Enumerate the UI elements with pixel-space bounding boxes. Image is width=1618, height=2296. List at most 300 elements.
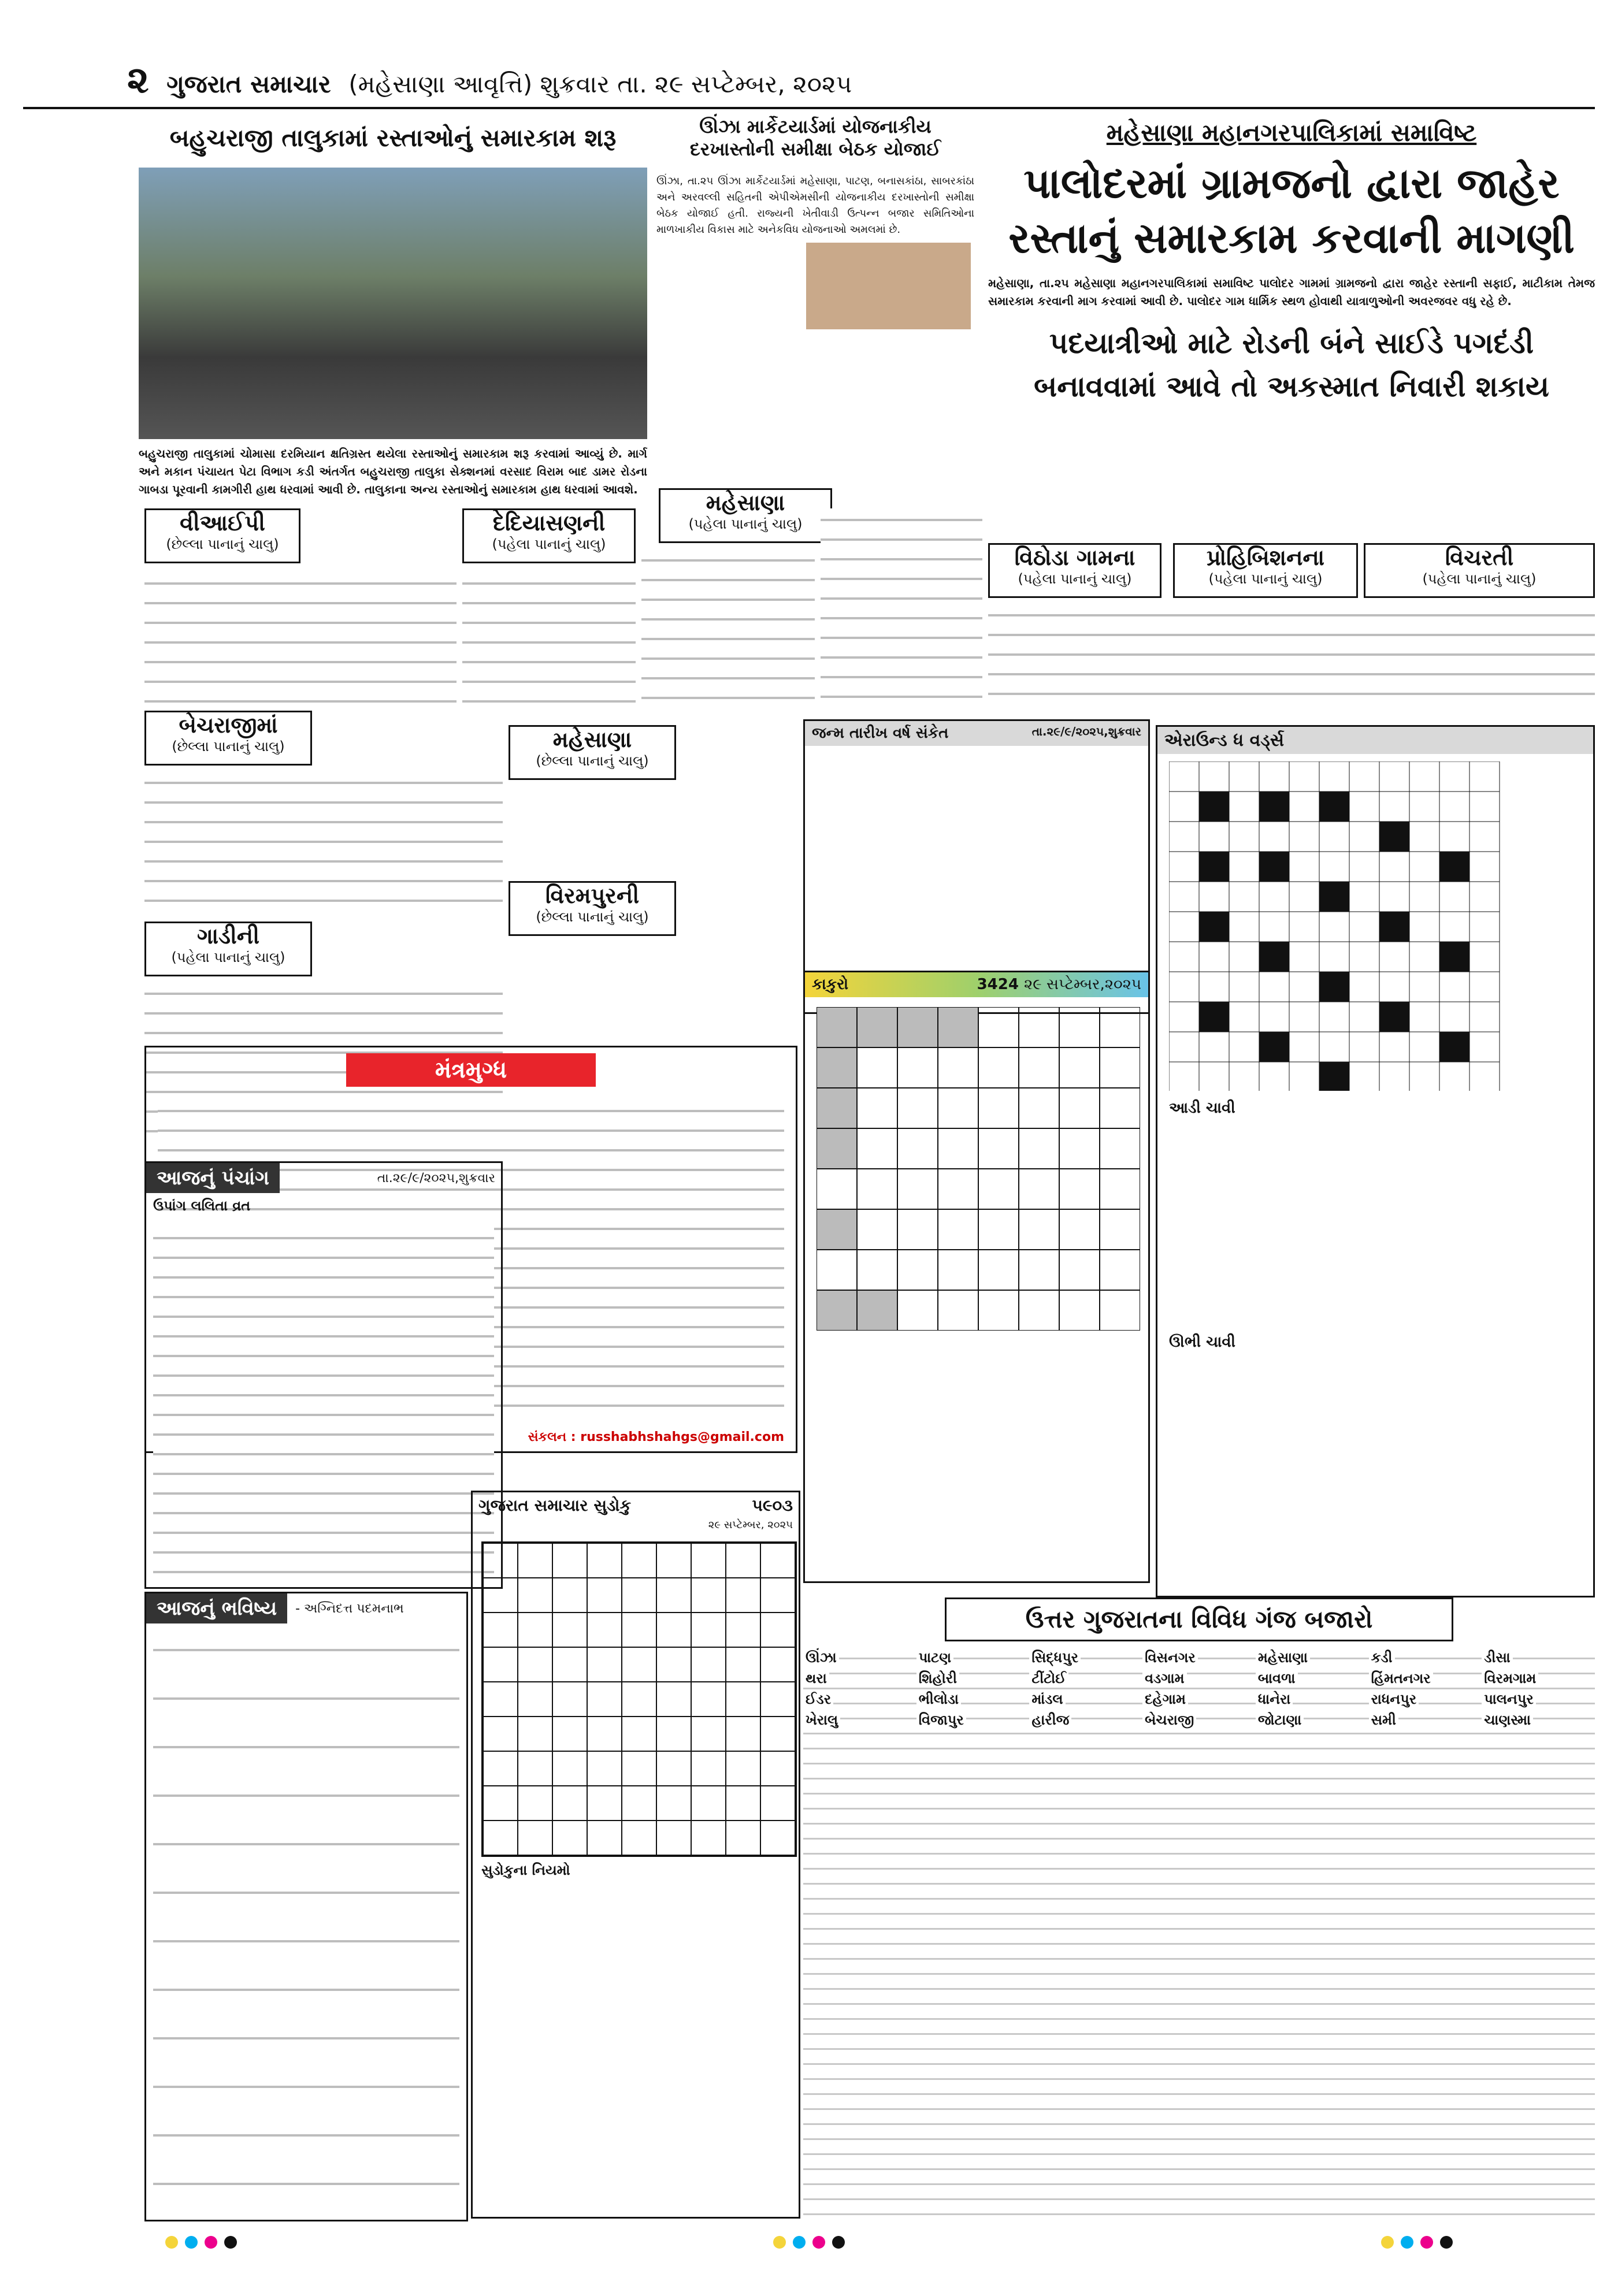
sudoku-cell <box>518 1751 552 1786</box>
crossword-cell <box>1319 761 1349 792</box>
sudoku-date: ૨૯ સપ્ટેમ્બર, ૨૦૨૫ <box>708 1519 793 1531</box>
sudoku-cell <box>587 1751 622 1786</box>
sudoku-cell <box>760 1543 795 1578</box>
panchang-text <box>153 1227 494 1581</box>
sudoku-cell <box>726 1613 760 1647</box>
crossword-cell <box>1289 822 1319 852</box>
sudoku-cell <box>587 1613 622 1647</box>
birthday-title: જન્મ તારીખ વર્ષ સંકેત <box>812 725 949 742</box>
col-prohibition <box>1173 543 1358 598</box>
kakuro-cell <box>817 1128 857 1169</box>
text-block <box>144 771 503 916</box>
sudoku-cell <box>726 1543 760 1578</box>
palodar-body: મહેસાણા, તા.૨૫ મહેસાણા મહાનગરપાલિકામાં સમાવિષ્ટ પાલોદર ગામમાં ગ્રામજનો દ્વારા જાહેર રસ્તાની સફાઈ, માટીકામ તેમજ સમારકામ કરવાની માગ કરવામાં આવી છે. પાલોદર ગામ ધાર્મિક સ્થળ હોવાથી યાત્રાળુઓની અવરજવર વધુ રહે છે. <box>988 276 1595 308</box>
crossword-cell <box>1229 761 1259 792</box>
palodar-title-1: પાલોદરમાં ગ્રામજનો દ્વારા જાહેર <box>1023 159 1560 207</box>
kakuro-cell <box>817 1250 857 1290</box>
panchang-box <box>144 1161 503 1589</box>
col-becharaji-sub: (છેલ્લા પાનાનું ચાલુ) <box>172 738 285 755</box>
sudoku-cell <box>552 1786 587 1821</box>
sudoku-cell <box>483 1821 518 1855</box>
crossword-cell <box>1349 882 1379 912</box>
sudoku-cell <box>622 1751 656 1786</box>
crossword-block <box>1319 972 1349 1002</box>
crossword-block <box>1379 912 1409 942</box>
crossword-cell <box>1229 942 1259 972</box>
crossword-cell <box>1229 822 1259 852</box>
col-vithoda-title: વિઠોડા ગામના <box>1014 545 1135 570</box>
crossword-cell <box>1409 882 1439 912</box>
panchang-first: ઉપાંગ લલિતા વ્રત <box>153 1198 251 1214</box>
crossword-cell <box>1349 761 1379 792</box>
crossword-cell <box>1349 942 1379 972</box>
crossword-cell <box>1379 942 1409 972</box>
crossword-cell <box>1409 852 1439 882</box>
crossword-cell <box>1169 972 1199 1002</box>
sudoku-cell <box>760 1717 795 1751</box>
birthday-box <box>803 719 1150 1014</box>
crossword-cell <box>1349 912 1379 942</box>
market-town: ડીસા <box>1482 1649 1512 1666</box>
kakuro-cell <box>817 1209 857 1250</box>
unjha-title: ઊંઝા માર્કેટયાર્ડમાં યોજનાકીય દરખાસ્તોની સમીક્ષા બેઠક યોજાઈ <box>689 116 941 160</box>
crossword-cell <box>1379 1032 1409 1062</box>
col-dediyasan-title: દેદિયાસણની <box>492 510 606 536</box>
crossword-cell <box>1289 912 1319 942</box>
down-heading: ઊભી ચાવી <box>1169 1333 1235 1351</box>
sudoku-cell <box>691 1717 726 1751</box>
kakuro-cell <box>897 1250 938 1290</box>
kakuro-cell <box>1019 1290 1059 1331</box>
masthead <box>127 59 852 102</box>
kakuro-cell <box>857 1250 897 1290</box>
kakuro-cell <box>1059 1290 1100 1331</box>
crossword-cell <box>1439 972 1469 1002</box>
sudoku-cell <box>552 1682 587 1717</box>
kakuro-number: 3424 <box>977 976 1019 993</box>
palodar-kicker: મહેસાણા મહાનગરપાલિકામાં સમાવિષ્ટ <box>1106 118 1477 147</box>
crossword-cell <box>1259 912 1289 942</box>
col-gadi-title: ગાડીની <box>197 923 259 949</box>
kakuro-cell <box>938 1047 978 1088</box>
crossword-cell <box>1379 972 1409 1002</box>
kakuro-cell <box>817 1290 857 1331</box>
crossword-cell <box>1319 942 1349 972</box>
col-viramgam <box>509 881 676 936</box>
crossword-cell <box>1439 882 1469 912</box>
col-gadi-sub: (પહેલા પાનાનું ચાલુ) <box>171 949 285 965</box>
kakuro-date: ૨૯ સપ્ટેમ્બર,૨૦૨૫ <box>1024 976 1141 993</box>
crossword-block <box>1319 882 1349 912</box>
crossword-cell <box>1409 1032 1439 1062</box>
sudoku-cell <box>587 1578 622 1613</box>
crossword-block <box>1379 1002 1409 1032</box>
market-town: ભીલોડા <box>916 1691 961 1707</box>
market-town: માંડલ <box>1029 1691 1065 1707</box>
market-town: શિહોરી <box>916 1670 959 1686</box>
crossword-cell <box>1169 1062 1199 1091</box>
crossword-cell <box>1349 792 1379 822</box>
bahucharaji-caption: બહુચરાજી તાલુકામાં ચોમાસા દરમિયાન ક્ષતિગ્રસ્ત થયેલા રસ્તાઓનું સમારકામ શરૂ કરવામાં આવ્યું છે. માર્ગ અને મકાન પંચાયત પેટા વિભાગ કડી અંતર્ગત બહુચરાજી તાલુકા સેક્શનમાં વરસાદ વિરામ બાદ ડામર રોડના ગાબડા પૂરવાની કામગીરી હાથ ધરવામાં આવી છે. તાલુકાના અન્ય રસ્તાઓનું સમારકામ હાથ ધરવામાં આવશે. <box>139 447 647 496</box>
crossword-block <box>1259 792 1289 822</box>
kakuro-cell <box>938 1209 978 1250</box>
kakuro-cell <box>1019 1209 1059 1250</box>
crossword-cell <box>1439 822 1469 852</box>
crossword-block <box>1199 1002 1229 1032</box>
crossword-cell <box>1319 822 1349 852</box>
bhavishya-text <box>153 1634 459 2214</box>
kakuro-cell <box>857 1209 897 1250</box>
kakuro-cell <box>1019 1128 1059 1169</box>
market-town: પાલનપુર <box>1482 1691 1535 1707</box>
crossword-cell <box>1259 1062 1289 1091</box>
sudoku-cell <box>726 1821 760 1855</box>
market-towns <box>803 1649 1595 2221</box>
sudoku-cell <box>656 1821 691 1855</box>
crossword-cell <box>1349 822 1379 852</box>
crossword-box <box>1156 725 1595 1597</box>
market-town: હિંમતનગર <box>1369 1670 1433 1686</box>
crossword-cell <box>1409 822 1439 852</box>
sudoku-cell <box>726 1751 760 1786</box>
sudoku-cell <box>622 1613 656 1647</box>
kakuro-cell <box>1100 1047 1140 1088</box>
sudoku-cell <box>691 1647 726 1682</box>
kakuro-cell <box>857 1169 897 1209</box>
sudoku-cell <box>518 1647 552 1682</box>
sudoku-cell <box>483 1613 518 1647</box>
print-registration <box>162 2236 1456 2253</box>
kakuro-cell <box>1059 1169 1100 1209</box>
col-prohibition-title: પ્રોહિબિશનના <box>1206 545 1325 570</box>
sudoku-cell <box>518 1578 552 1613</box>
sudoku-cell <box>726 1682 760 1717</box>
crossword-cell <box>1439 792 1469 822</box>
sudoku-cell <box>691 1543 726 1578</box>
crossword-cell <box>1289 972 1319 1002</box>
kakuro-cell <box>938 1128 978 1169</box>
crossword-cell <box>1259 822 1289 852</box>
crossword-cell <box>1289 882 1319 912</box>
crossword-cell <box>1409 912 1439 942</box>
kakuro-cell <box>978 1007 1019 1047</box>
sudoku-cell <box>691 1613 726 1647</box>
crossword-cell <box>1439 1062 1469 1091</box>
crossword-cell <box>1379 1062 1409 1091</box>
market-town: ટીંટોઈ <box>1029 1670 1068 1686</box>
kakuro-cell <box>978 1169 1019 1209</box>
sudoku-cell <box>552 1821 587 1855</box>
sudoku-cell <box>760 1821 795 1855</box>
crossword-block <box>1199 792 1229 822</box>
market-town: વિજાપુર <box>916 1712 966 1728</box>
crossword-cell <box>1169 1032 1199 1062</box>
market-town: પાટણ <box>916 1649 953 1666</box>
crossword-cell <box>1469 852 1500 882</box>
kakuro-cell <box>857 1290 897 1331</box>
kakuro-cell <box>817 1169 857 1209</box>
panchang-date: તા.૨૯/૯/૨૦૨૫,શુક્રવાર <box>377 1171 495 1186</box>
kakuro-cell <box>938 1088 978 1128</box>
col-mahesana-2 <box>509 725 676 780</box>
sudoku-cell <box>587 1543 622 1578</box>
crossword-cell <box>1319 912 1349 942</box>
col-becharaji <box>144 711 312 766</box>
crossword-block <box>1259 942 1289 972</box>
market-town: ઊંઝા <box>803 1649 839 1666</box>
crossword-cell <box>1289 852 1319 882</box>
sudoku-cell <box>656 1682 691 1717</box>
crossword-cell <box>1469 972 1500 1002</box>
market-town: ઈડર <box>803 1691 833 1707</box>
sudoku-cell <box>587 1682 622 1717</box>
kakuro-box <box>803 971 1150 1583</box>
text-block <box>821 508 982 705</box>
kakuro-cell <box>1059 1209 1100 1250</box>
kakuro-cell <box>978 1250 1019 1290</box>
kakuro-cell <box>1059 1128 1100 1169</box>
sudoku-cell <box>483 1717 518 1751</box>
kakuro-cell <box>1100 1007 1140 1047</box>
crossword-block <box>1199 912 1229 942</box>
crossword-cell <box>1469 822 1500 852</box>
crossword-cell <box>1469 912 1500 942</box>
sudoku-cell <box>622 1821 656 1855</box>
sudoku-title: ગુજરાત સમાચાર સુડોકુ <box>478 1496 632 1515</box>
sudoku-cell <box>656 1751 691 1786</box>
crossword-cell <box>1409 792 1439 822</box>
crossword-cell <box>1409 1002 1439 1032</box>
crossword-cell <box>1199 1062 1229 1091</box>
sudoku-cell <box>691 1821 726 1855</box>
sudoku-cell <box>760 1613 795 1647</box>
col-vip <box>144 508 300 563</box>
crossword-cell <box>1349 1032 1379 1062</box>
sudoku-cell <box>587 1786 622 1821</box>
crossword-cell <box>1229 1032 1259 1062</box>
col-viramgam-sub: (છેલ્લા પાનાનું ચાલુ) <box>536 909 649 925</box>
bhavishya-title: આજનું ભવિષ્ય <box>146 1593 287 1623</box>
kakuro-cell <box>1100 1290 1140 1331</box>
crossword-block <box>1199 852 1229 882</box>
crossword-cell <box>1409 972 1439 1002</box>
kakuro-cell <box>1059 1047 1100 1088</box>
sudoku-cell <box>622 1717 656 1751</box>
kakuro-cell <box>978 1047 1019 1088</box>
col-vip-title: વીઆઈપી <box>180 510 265 536</box>
paper-name: ગુજરાત સમાચાર <box>166 70 331 98</box>
sudoku-cell <box>483 1786 518 1821</box>
text-block <box>641 549 815 716</box>
sudoku-cell <box>518 1543 552 1578</box>
market-town: બેચરાજી <box>1142 1712 1196 1728</box>
sudoku-cell <box>552 1751 587 1786</box>
crossword-cell <box>1289 1002 1319 1032</box>
crossword-cell <box>1229 792 1259 822</box>
kakuro-cell <box>817 1047 857 1088</box>
sudoku-cell <box>483 1751 518 1786</box>
bahucharaji-title: બહુચરાજી તાલુકામાં રસ્તાઓનું સમારકામ શરૂ <box>169 124 617 152</box>
bhavishya-box <box>144 1592 468 2221</box>
sudoku-cell <box>552 1578 587 1613</box>
sudoku-cell <box>518 1717 552 1751</box>
bhavishya-author: - અગ્નિદત્ત પદમનાભ <box>295 1601 404 1616</box>
kakuro-cell <box>1100 1128 1140 1169</box>
kakuro-cell <box>1100 1169 1140 1209</box>
sudoku-cell <box>656 1786 691 1821</box>
kakuro-cell <box>1100 1209 1140 1250</box>
sudoku-cell <box>587 1821 622 1855</box>
sudoku-cell <box>726 1578 760 1613</box>
crossword-cell <box>1199 822 1229 852</box>
kakuro-cell <box>1019 1007 1059 1047</box>
crossword-cell <box>1199 972 1229 1002</box>
market-town: ચાણસ્મા <box>1482 1712 1533 1728</box>
sudoku-grid <box>481 1541 797 1857</box>
kakuro-cell <box>897 1290 938 1331</box>
crossword-cell <box>1289 761 1319 792</box>
crossword-cell <box>1229 852 1259 882</box>
kakuro-cell <box>897 1047 938 1088</box>
kakuro-cell <box>857 1128 897 1169</box>
sudoku-cell <box>552 1613 587 1647</box>
market-town: વિસનગર <box>1142 1649 1198 1666</box>
sudoku-cell <box>587 1717 622 1751</box>
col-vithoda-sub: (પહેલા પાનાનું ચાલુ) <box>1018 571 1132 587</box>
crossword-cell <box>1379 792 1409 822</box>
sudoku-rules-title: સુડોકુના નિયમો <box>481 1862 570 1878</box>
sudoku-cell <box>622 1647 656 1682</box>
sudoku-cell <box>518 1821 552 1855</box>
crossword-cell <box>1169 852 1199 882</box>
crossword-cell <box>1229 912 1259 942</box>
kakuro-cell <box>1019 1047 1059 1088</box>
across-heading: આડી ચાવી <box>1169 1099 1235 1117</box>
sudoku-cell <box>656 1717 691 1751</box>
col-mahesana-1-title: મહેસાણા <box>706 490 785 515</box>
crossword-cell <box>1439 1002 1469 1032</box>
crossword-cell <box>1289 942 1319 972</box>
kakuro-cell <box>1059 1250 1100 1290</box>
sudoku-cell <box>622 1786 656 1821</box>
market-town: હારીજ <box>1029 1712 1071 1728</box>
text-block <box>988 604 1595 708</box>
crossword-cell <box>1469 792 1500 822</box>
sudoku-cell <box>587 1647 622 1682</box>
kakuro-cell <box>857 1007 897 1047</box>
col-vichrati-sub: (પહેલા પાનાનું ચાલુ) <box>1422 571 1537 587</box>
palodar-title-4: બનાવવામાં આવે તો અકસ્માત નિવારી શકાય <box>1034 370 1549 403</box>
crossword-grid <box>1169 761 1527 1091</box>
col-mahesana-1-sub: (પહેલા પાનાનું ચાલુ) <box>688 516 803 532</box>
sudoku-cell <box>552 1543 587 1578</box>
crossword-block <box>1259 1032 1289 1062</box>
crossword-cell <box>1259 761 1289 792</box>
mantra-sender: સંકલન : russhabhshahgs@gmail.com <box>528 1430 784 1444</box>
crossword-cell <box>1469 1062 1500 1091</box>
kakuro-cell <box>1059 1007 1100 1047</box>
kakuro-cell <box>1100 1088 1140 1128</box>
crossword-cell <box>1229 1002 1259 1032</box>
sudoku-cell <box>691 1682 726 1717</box>
sudoku-cell <box>483 1682 518 1717</box>
market-town: વડગામ <box>1142 1670 1186 1686</box>
sudoku-cell <box>760 1751 795 1786</box>
col-vithoda <box>988 543 1161 598</box>
kakuro-cell <box>1019 1088 1059 1128</box>
market-town: સિદ્ધપુર <box>1029 1649 1081 1666</box>
crossword-block <box>1439 852 1469 882</box>
kakuro-cell <box>897 1088 938 1128</box>
sudoku-cell <box>483 1647 518 1682</box>
kakuro-cell <box>1019 1169 1059 1209</box>
col-vichrati <box>1364 543 1595 598</box>
crossword-cell <box>1469 882 1500 912</box>
crossword-cell <box>1169 792 1199 822</box>
market-town: જોટાણા <box>1256 1712 1304 1728</box>
sudoku-cell <box>656 1647 691 1682</box>
market-town: વિરમગામ <box>1482 1670 1538 1686</box>
crossword-cell <box>1169 882 1199 912</box>
kakuro-cell <box>938 1007 978 1047</box>
crossword-cell <box>1289 1032 1319 1062</box>
crossword-cell <box>1439 761 1469 792</box>
crossword-cell <box>1439 912 1469 942</box>
sudoku-cell <box>760 1578 795 1613</box>
kakuro-cell <box>978 1290 1019 1331</box>
crossword-cell <box>1319 852 1349 882</box>
crossword-cell <box>1469 761 1500 792</box>
sudoku-cell <box>622 1682 656 1717</box>
crossword-cell <box>1469 1032 1500 1062</box>
meeting-photo <box>806 243 971 329</box>
text-block <box>462 572 636 716</box>
crossword-cell <box>1229 1062 1259 1091</box>
crossword-cell <box>1199 1032 1229 1062</box>
kakuro-cell <box>938 1250 978 1290</box>
kakuro-cell <box>857 1047 897 1088</box>
market-town: ખેરાલુ <box>803 1712 840 1728</box>
mantra-title: મંત્રમુગ્ધ <box>346 1053 596 1087</box>
crossword-cell <box>1409 761 1439 792</box>
crossword-cell <box>1199 761 1229 792</box>
crossword-block <box>1379 822 1409 852</box>
sudoku-cell <box>518 1613 552 1647</box>
crossword-cell <box>1379 852 1409 882</box>
market-town: મહેસાણા <box>1256 1649 1310 1666</box>
sudoku-cell <box>760 1682 795 1717</box>
crossword-cell <box>1289 792 1319 822</box>
birthday-date: તા.૨૯/૯/૨૦૨૫,શુક્રવાર <box>1031 725 1141 738</box>
sudoku-cell <box>656 1578 691 1613</box>
market-section <box>803 1597 1595 2221</box>
col-mahesana-2-title: મહેસાણા <box>552 727 632 752</box>
panchang-title: આજનું પંચાંગ <box>146 1163 280 1193</box>
market-town: રાધનપુર <box>1369 1691 1419 1707</box>
sudoku-cell <box>691 1786 726 1821</box>
crossword-cell <box>1349 972 1379 1002</box>
kakuro-cell <box>817 1007 857 1047</box>
crossword-cell <box>1349 852 1379 882</box>
sudoku-cell <box>552 1647 587 1682</box>
col-viramgam-title: વિરમપુરની <box>545 883 640 908</box>
sudoku-cell <box>726 1717 760 1751</box>
crossword-cell <box>1229 972 1259 1002</box>
palodar-title-3: પદયાત્રીઓ માટે રોડની બંને સાઈડે પગદંડી <box>1049 326 1534 360</box>
col-dediyasan-sub: (પહેલા પાનાનું ચાલુ) <box>492 536 606 552</box>
col-becharaji-title: બેચરાજીમાં <box>179 712 278 738</box>
market-town: સમી <box>1369 1712 1398 1728</box>
